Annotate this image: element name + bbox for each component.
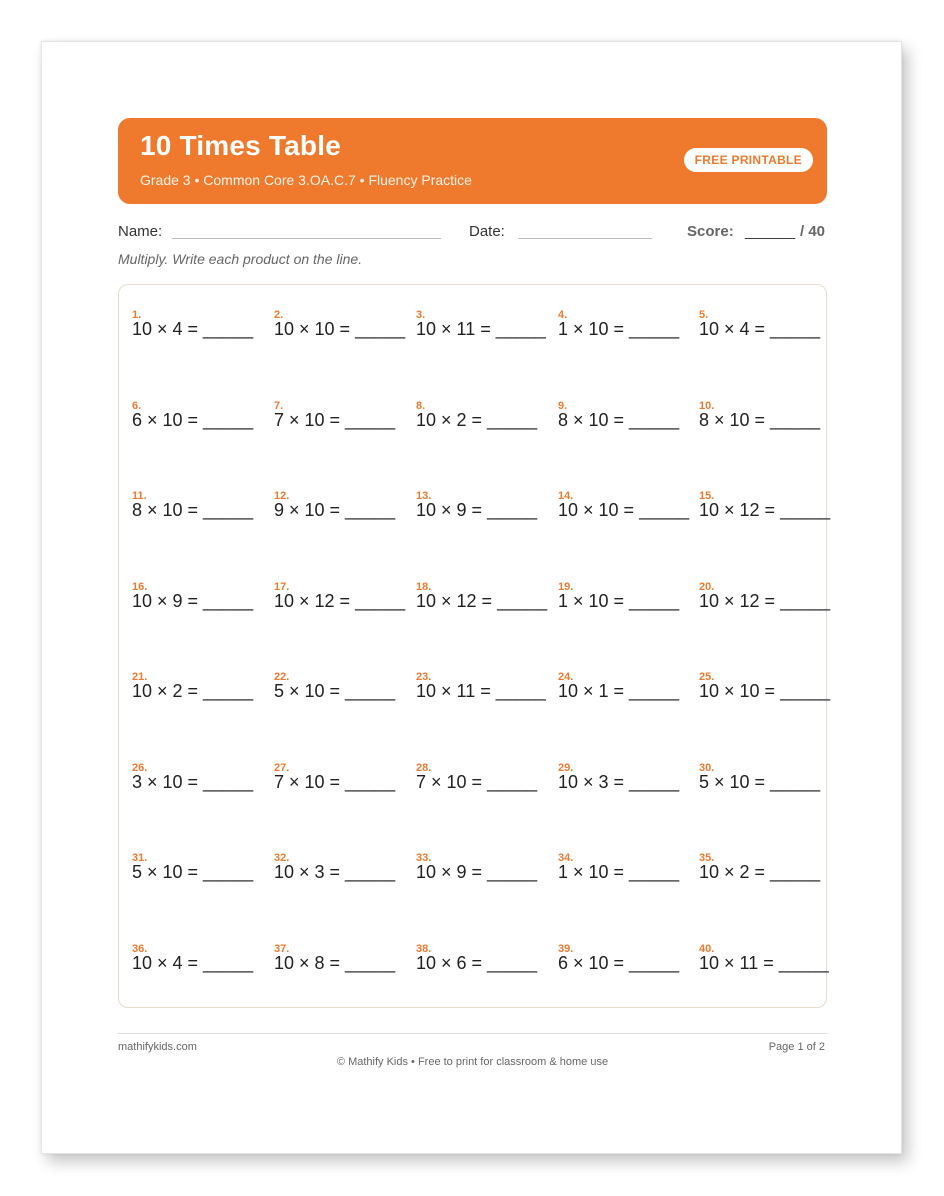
problem-expression[interactable]: 10 × 4 = _____ (132, 953, 254, 973)
problem-item (132, 671, 274, 731)
problem-item (558, 852, 700, 912)
problem-item (558, 943, 700, 1003)
free-printable-badge: FREE PRINTABLE (684, 148, 813, 172)
problem-item (274, 943, 416, 1003)
problem-number: 3. (416, 309, 426, 321)
problem-number: 28. (416, 762, 432, 774)
problem-expression[interactable]: 8 × 10 = _____ (558, 410, 680, 430)
problem-item (416, 943, 558, 1003)
problem-number: 16. (132, 581, 148, 593)
problem-expression[interactable]: 7 × 10 = _____ (416, 772, 538, 792)
problem-number: 30. (699, 762, 715, 774)
problem-expression[interactable]: 5 × 10 = _____ (132, 862, 254, 882)
problem-number: 5. (699, 309, 709, 321)
problem-expression[interactable]: 3 × 10 = _____ (132, 772, 254, 792)
problem-item (699, 400, 841, 460)
problem-expression[interactable]: 7 × 10 = _____ (274, 772, 396, 792)
problem-expression[interactable]: 10 × 2 = _____ (132, 681, 254, 701)
problem-number: 40. (699, 943, 715, 955)
problem-number: 34. (558, 852, 574, 864)
problem-item (416, 490, 558, 550)
problem-item (132, 400, 274, 460)
problem-item (132, 852, 274, 912)
problem-number: 29. (558, 762, 574, 774)
name-label: Name: (118, 223, 163, 240)
problem-item (699, 852, 841, 912)
problem-expression[interactable]: 10 × 4 = _____ (699, 319, 821, 339)
problem-number: 7. (274, 400, 284, 412)
problem-expression[interactable]: 9 × 10 = _____ (274, 500, 396, 520)
problem-item (274, 852, 416, 912)
problem-expression[interactable]: 10 × 11 = _____ (699, 953, 829, 973)
problem-expression[interactable]: 10 × 8 = _____ (274, 953, 396, 973)
problem-item (416, 400, 558, 460)
date-field[interactable] (518, 238, 652, 239)
problem-expression[interactable]: 10 × 10 = _____ (274, 319, 406, 339)
problem-number: 26. (132, 762, 148, 774)
problem-expression[interactable]: 10 × 2 = _____ (416, 410, 538, 430)
problem-number: 36. (132, 943, 148, 955)
problem-expression[interactable]: 10 × 6 = _____ (416, 953, 538, 973)
footer-site: mathifykids.com (118, 1041, 197, 1053)
score-total: / 40 (800, 223, 826, 240)
problem-expression[interactable]: 10 × 12 = _____ (699, 591, 831, 611)
problem-number: 21. (132, 671, 148, 683)
problem-expression[interactable]: 8 × 10 = _____ (132, 500, 254, 520)
problem-item (416, 852, 558, 912)
problem-item (274, 400, 416, 460)
problem-expression[interactable]: 1 × 10 = _____ (558, 862, 680, 882)
problem-expression[interactable]: 10 × 12 = _____ (274, 591, 406, 611)
problem-number: 17. (274, 581, 290, 593)
problem-number: 8. (416, 400, 426, 412)
problem-number: 20. (699, 581, 715, 593)
problem-item (274, 671, 416, 731)
problem-expression[interactable]: 5 × 10 = _____ (274, 681, 396, 701)
problem-item (699, 762, 841, 822)
problem-item (558, 581, 700, 641)
problem-expression[interactable]: 10 × 9 = _____ (416, 862, 538, 882)
problem-item (132, 581, 274, 641)
problem-item (274, 762, 416, 822)
worksheet-page (41, 41, 902, 1154)
problem-number: 32. (274, 852, 290, 864)
problem-number: 27. (274, 762, 290, 774)
problem-number: 12. (274, 490, 290, 502)
problem-item (274, 581, 416, 641)
problem-number: 6. (132, 400, 142, 412)
problem-expression[interactable]: 10 × 10 = _____ (699, 681, 831, 701)
problem-number: 19. (558, 581, 574, 593)
footer-divider (118, 1033, 827, 1034)
problem-expression[interactable]: 5 × 10 = _____ (699, 772, 821, 792)
problem-item (416, 762, 558, 822)
score-label: Score: (687, 223, 734, 240)
problem-number: 33. (416, 852, 432, 864)
problem-expression[interactable]: 10 × 9 = _____ (132, 591, 254, 611)
problem-number: 31. (132, 852, 148, 864)
footer-page-number: Page 1 of 2 (768, 1041, 825, 1053)
problem-grid (118, 284, 831, 1008)
problem-item (699, 943, 841, 1003)
problem-number: 1. (132, 309, 142, 321)
problem-item (558, 309, 700, 369)
problem-item (132, 309, 274, 369)
problem-expression[interactable]: 1 × 10 = _____ (558, 319, 680, 339)
problem-item (699, 309, 841, 369)
header-banner (118, 118, 827, 204)
footer-copyright: © Mathify Kids • Free to print for classroom & home use (336, 1056, 609, 1068)
problem-expression[interactable]: 7 × 10 = _____ (274, 410, 396, 430)
problem-item (558, 490, 700, 550)
problem-item (558, 400, 700, 460)
problem-number: 39. (558, 943, 574, 955)
problem-number: 13. (416, 490, 432, 502)
problem-expression[interactable]: 10 × 1 = _____ (558, 681, 680, 701)
problem-expression[interactable]: 8 × 10 = _____ (699, 410, 821, 430)
problem-item (132, 943, 274, 1003)
problem-number: 38. (416, 943, 432, 955)
problem-number: 18. (416, 581, 432, 593)
problem-expression[interactable]: 10 × 12 = _____ (416, 591, 548, 611)
problem-item (132, 762, 274, 822)
problem-item (699, 490, 841, 550)
problem-expression[interactable]: 10 × 11 = _____ (416, 681, 546, 701)
problem-number: 22. (274, 671, 290, 683)
problem-expression[interactable]: 10 × 2 = _____ (699, 862, 821, 882)
name-field[interactable] (172, 238, 441, 239)
worksheet-subtitle: Grade 3 • Common Core 3.OA.C.7 • Fluency Practice (140, 172, 472, 188)
problem-expression[interactable]: 10 × 3 = _____ (274, 862, 396, 882)
problem-number: 9. (558, 400, 568, 412)
problem-number: 15. (699, 490, 715, 502)
problem-expression[interactable]: 10 × 10 = _____ (558, 500, 690, 520)
problem-number: 37. (274, 943, 290, 955)
problem-number: 4. (558, 309, 568, 321)
problem-number: 10. (699, 400, 715, 412)
problem-expression[interactable]: 10 × 11 = _____ (416, 319, 546, 339)
problem-item (416, 581, 558, 641)
problem-number: 11. (132, 490, 147, 502)
problem-number: 14. (558, 490, 574, 502)
problem-expression[interactable]: 1 × 10 = _____ (558, 591, 680, 611)
problem-number: 35. (699, 852, 715, 864)
problem-expression[interactable]: 10 × 12 = _____ (699, 500, 831, 520)
problem-expression[interactable]: 6 × 10 = _____ (558, 953, 680, 973)
problem-item (416, 309, 558, 369)
problem-item (699, 581, 841, 641)
instructions: Multiply. Write each product on the line. (118, 251, 363, 267)
score-field[interactable]: ______ (745, 223, 796, 240)
problem-number: 2. (274, 309, 284, 321)
date-label: Date: (469, 223, 505, 240)
worksheet-title: 10 Times Table (140, 130, 341, 161)
problem-expression[interactable]: 10 × 9 = _____ (416, 500, 538, 520)
problem-item (558, 671, 700, 731)
problem-number: 25. (699, 671, 715, 683)
problem-item (416, 671, 558, 731)
problem-item (132, 490, 274, 550)
problem-item (274, 490, 416, 550)
problem-expression[interactable]: 6 × 10 = _____ (132, 410, 254, 430)
problem-item (274, 309, 416, 369)
problem-expression[interactable]: 10 × 3 = _____ (558, 772, 680, 792)
problem-number: 23. (416, 671, 432, 683)
problem-item (699, 671, 841, 731)
problem-number: 24. (558, 671, 574, 683)
problem-item (558, 762, 700, 822)
problem-expression[interactable]: 10 × 4 = _____ (132, 319, 254, 339)
